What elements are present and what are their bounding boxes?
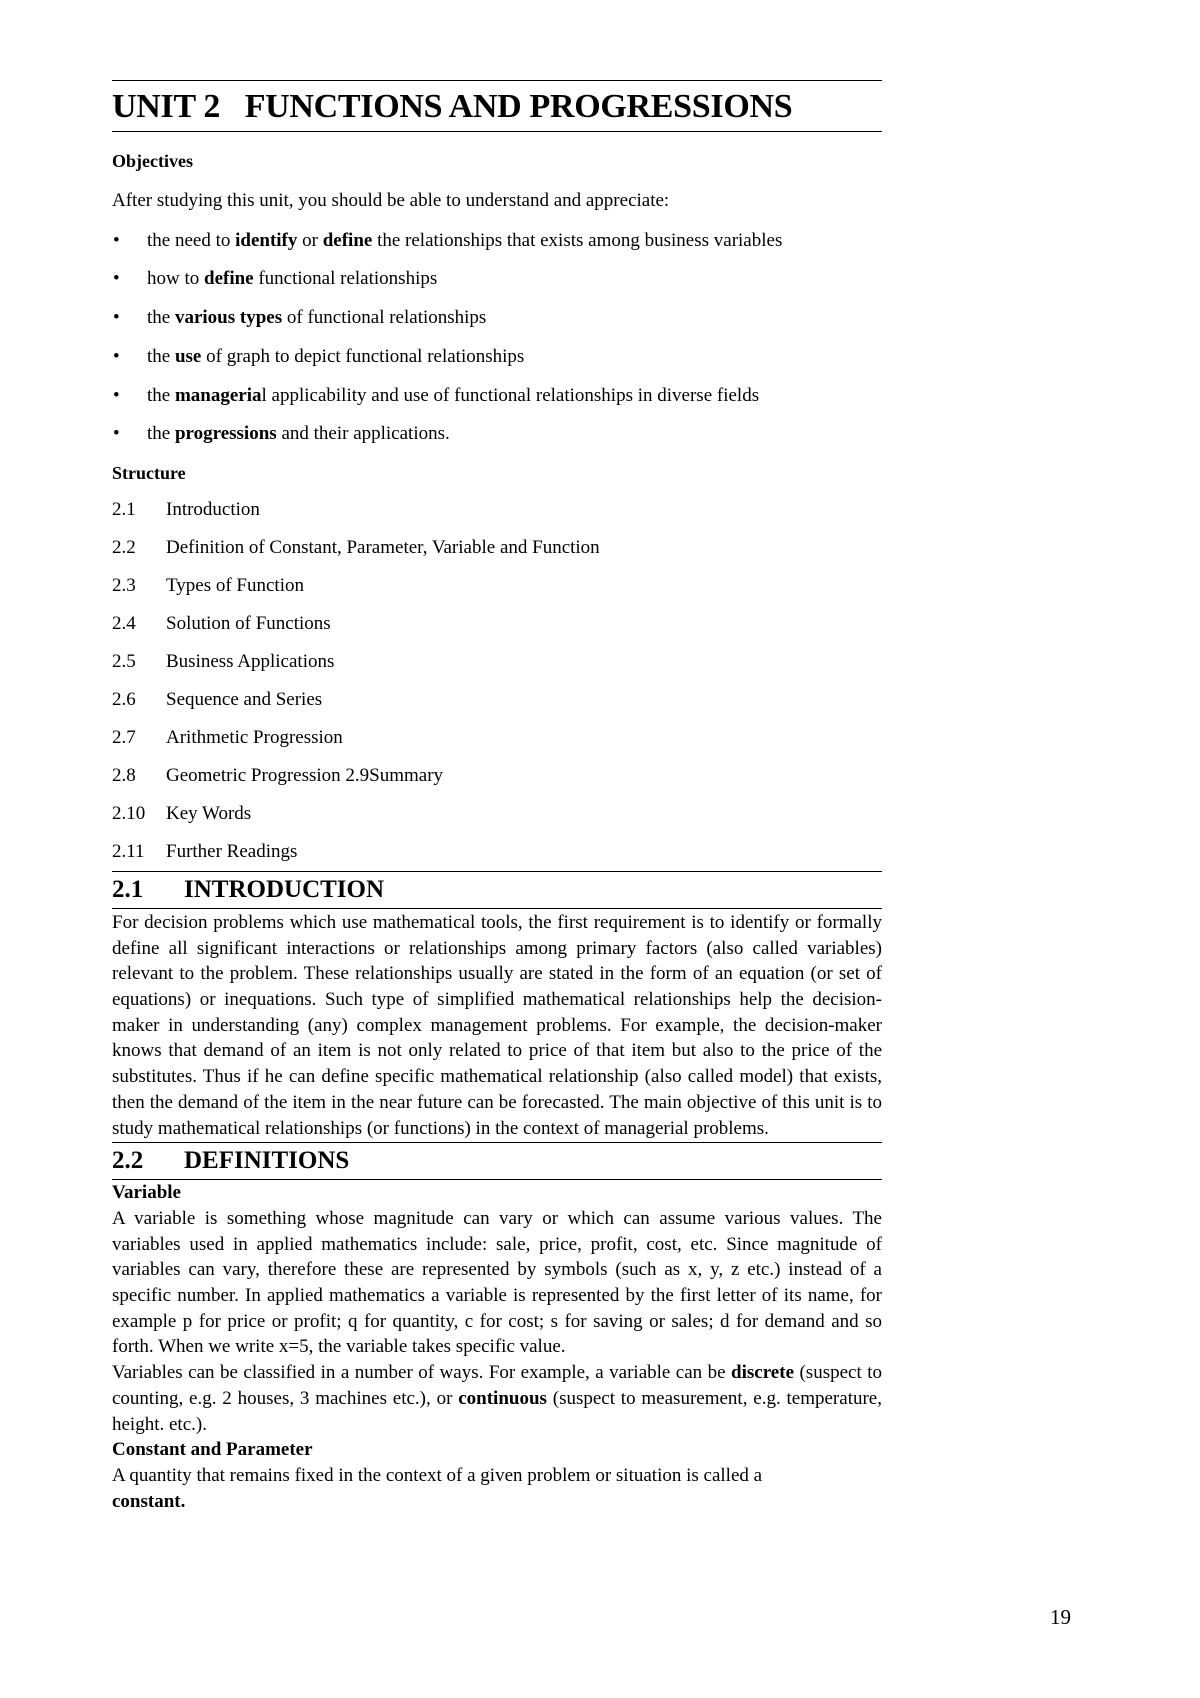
section-2-1-bottom-rule [112, 908, 882, 909]
objectives-intro: After studying this unit, you should be able to understand and appreciate: [112, 190, 670, 211]
structure-item: 2.11 Further Readings [112, 840, 298, 862]
bullet-icon: • [113, 423, 120, 445]
objective-item: • the various types of functional relationships [112, 305, 882, 331]
objective-item: • the managerial applicability and use of functional relationships in diverse fields [112, 383, 882, 409]
objectives-heading: Objectives [112, 151, 193, 171]
objectives-list [112, 228, 882, 447]
bullet-icon: • [113, 268, 120, 290]
variable-classification-paragraph: Variables can be classified in a number of ways. For example, a variable can be discrete (suspect to counting, e.g. 2 houses, 3 machines etc.), or continuous (suspect to measurement, e.g. temperature, height. etc.). [112, 1362, 882, 1435]
structure-heading: Structure [112, 462, 186, 483]
structure-item: 2.1 Introduction [112, 498, 260, 520]
section-2-1-heading: 2.1 INTRODUCTION [112, 875, 385, 903]
title-bottom-rule [112, 131, 882, 132]
structure-item: 2.4 Solution of Functions [112, 612, 331, 634]
bullet-icon: • [113, 307, 120, 329]
constant-term: constant. [112, 1490, 186, 1512]
bullet-icon: • [113, 229, 120, 251]
bullet-icon: • [113, 345, 120, 367]
bullet-icon: • [113, 384, 120, 406]
structure-item: 2.6 Sequence and Series [112, 688, 323, 710]
introduction-paragraph: For decision problems which use mathematical tools, the first requirement is to identify or formally define all significant interactions or relationships among primary factors (also called variables) relevant to the problem. These relationships usually are stated in the form of an equation (or set of equations) or inequations. Such type of simplified mathematical relationships help the decision-maker in understanding (any) complex management problems. For example, the decision-maker knows that demand of an item is not only related to price of that item but also to the price of the substitutes. Thus if he can define specific mathematical relationship (also called model) that exists, then the demand of the item in the near future can be forecasted. The main objective of this unit is to study mathematical relationships (or functions) in the context of managerial problems. [112, 911, 882, 1139]
structure-item: 2.2 Definition of Constant, Parameter, Variable and Function [112, 536, 600, 558]
unit-title: UNIT 2 FUNCTIONS AND PROGRESSIONS [112, 88, 793, 125]
section-2-2-heading: 2.2 DEFINITIONS [112, 1147, 350, 1175]
structure-item: 2.8 Geometric Progression 2.9Summary [112, 764, 444, 786]
objective-item: • the need to identify or define the relationships that exists among business variables [112, 228, 882, 254]
page-number: 19 [1050, 1605, 1071, 1629]
constant-heading: Constant and Parameter [112, 1439, 313, 1461]
objective-item: • how to define functional relationships [112, 266, 882, 292]
structure-item: 2.7 Arithmetic Progression [112, 726, 343, 748]
constant-paragraph: A quantity that remains fixed in the context of a given problem or situation is called a constant. [112, 1464, 763, 1512]
document-page [112, 80, 882, 1514]
objective-item: • the use of graph to depict functional relationships [112, 344, 882, 370]
variable-paragraph: A variable is something whose magnitude can vary or which can assume various values. The variables used in applied mathematics include: sale, price, profit, cost, etc. Since magnitude of variables can vary, therefore these are represented by symbols (such as x, y, z etc.) instead of a specific number. In applied mathematics a variable is represented by the first letter of its name, for example p for price or profit; q for quantity, c for cost; s for saving or sales; d for demand and so forth. When we write x=5, the variable takes specific value. [112, 1207, 882, 1358]
structure-list [112, 491, 882, 871]
structure-item: 2.10 Key Words [112, 802, 252, 824]
variable-heading: Variable [112, 1182, 181, 1204]
structure-item: 2.5 Business Applications [112, 650, 335, 672]
objective-item: • the progressions and their applications. [112, 421, 882, 447]
structure-item: 2.3 Types of Function [112, 574, 304, 596]
